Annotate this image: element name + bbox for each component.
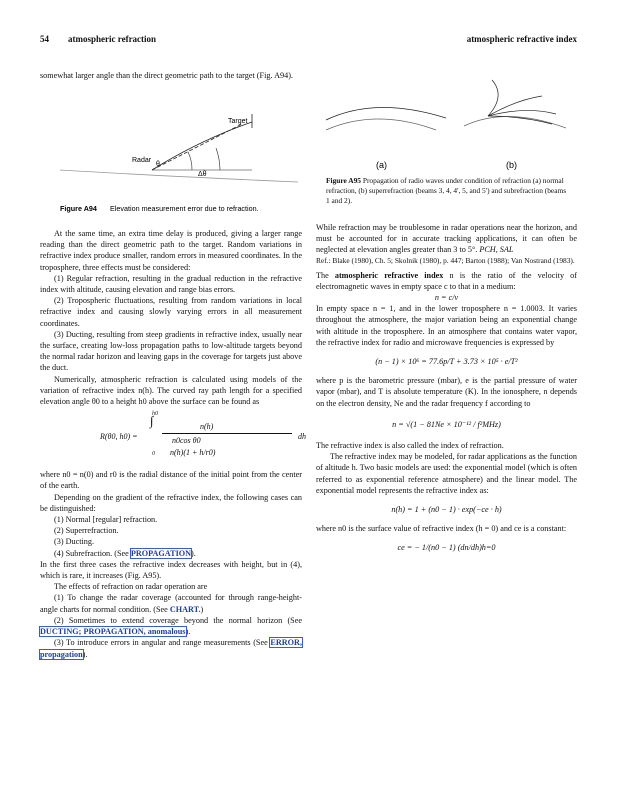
error-propagation-link[interactable]: ERROR, propagation — [40, 638, 302, 659]
right-column — [316, 222, 577, 562]
effect-item — [40, 615, 302, 637]
effect-item — [40, 637, 302, 659]
paragraph: where p is the barometric pressure (mbar), e is the partial pressure of water vapor (mbar), and T is absolute temperature (K). In the ionosphere, n depends on the electron density, Ne and the radar frequency f according to — [316, 376, 577, 408]
paragraph: where n0 is the surface value of refractive index (h = 0) and ce is a constant: — [316, 524, 567, 534]
references: Ref.: Blake (1980), Ch. 5; Skolnik (1980), p. 447; Barton (1988); Van Nostrand (1983). — [316, 255, 575, 265]
p2-pre: The — [316, 270, 335, 280]
effect1-text: (1) To change the radar coverage (accounted for through range-height-angle charts for normal condition. (See — [40, 593, 302, 614]
figure-a94 — [40, 110, 302, 214]
effect2-text: (2) Sometimes to extend coverage beyond the normal horizon (See — [54, 615, 302, 625]
eq1-upper: h0 — [152, 411, 158, 418]
case4-end: ). — [191, 548, 196, 558]
case-item: (2) Superrefraction. — [54, 526, 119, 536]
left-column — [40, 70, 302, 81]
fig94-caption-number: Figure A94 — [60, 204, 97, 213]
paragraph: where n0 = n(0) and r0 is the radial distance of the initial point from the center of the earth. — [40, 470, 302, 491]
term-atmospheric-refractive-index: atmospheric refractive index — [334, 270, 444, 280]
ducting-propagation-link[interactable]: DUCTING; PROPAGATION, anomalous — [40, 627, 186, 637]
paragraph: In empty space n = 1, and in the lower troposphere n = 1.0003. It varies throughout the atmosphere, the major variation being an exponential change with altitude in the troposphere. In an atmosphere that contains water vapor, the refractive index for radio and microwave frequencies is expressed by — [316, 304, 577, 347]
page-number: 54 — [40, 34, 49, 44]
eq1-inner-num: n0cos θ0 — [172, 436, 201, 446]
p1-text: While refraction may be troublesome in radar operations near the horizon, and must be accounted for in accurate tracking applications, it can often be neglected at elevation angles greater than 3 to 5°. — [316, 223, 577, 255]
effect-item — [40, 592, 302, 614]
p2-post: n is the ratio of the velocity of electromagnetic waves in empty space c to that in a medium: — [316, 270, 577, 291]
effect2-end: ). — [185, 627, 191, 637]
paragraph: Numerically, atmospheric refraction is calculated using models of the variation of refractive index n(h). The curved ray path length for a specified elevation angle θ0 to a height h0 above the surface can be found as — [40, 374, 302, 407]
eq1-inner-den: n(h)(1 + h/r0) — [170, 448, 216, 458]
eq1-lhs: R(θ0, h0) = — [100, 432, 138, 442]
paragraph: (3) Ducting, resulting from steep gradients in refractive index, usually near the surface, creating low-loss propagation paths to low-altitude targets beyond the normal radar horizon and leaving gaps in the coverage for targets just above the duct. — [40, 329, 302, 373]
paragraph: (1) Regular refraction, resulting in the gradual reduction in the refractive index with altitude, causing elevation and range bias errors. — [40, 273, 302, 295]
case4-text: (4) Subrefraction. (See — [54, 548, 131, 558]
running-header — [40, 34, 577, 48]
fig95-caption-text: Propagation of radio waves under condition of refraction (a) normal refraction, (b) superrefraction (beams 3, 4, 4', 5, and 5') and subrefraction (beams 1 and 2). — [326, 176, 567, 205]
case-item — [40, 548, 302, 559]
effect1-end: ) — [200, 604, 204, 614]
effect3-text: (3) To introduce errors in angular and range measurements (See — [54, 638, 271, 648]
paragraph: The effects of refraction on radar operation are — [54, 582, 208, 592]
case-item: (3) Ducting. — [54, 537, 95, 547]
equation-refractivity: (n − 1) × 10⁶ = 77.6p/T + 3.73 × 10⁵ · e/T² — [375, 357, 518, 367]
target-label: Target — [228, 118, 248, 125]
paragraph: The refractive index may be modeled, for radar applications as the function of altitude h. Two basic models are used: the exponential model (which is often referred to as exponential reference atmosphere) and the linear model. The exponential model represents the refractive index as: — [316, 452, 577, 495]
equation-range: R(θ0, h0) = ∫ h0 0 n(h) n0cos θ0 n(h)(1 + h/r0) dh — [100, 409, 302, 467]
equation-n: n = c/v — [434, 293, 459, 303]
paragraph: Depending on the gradient of the refractive index, the following cases can be distinguished: — [40, 492, 302, 513]
right-running-title: atmospheric refractive index — [466, 34, 577, 44]
case-item: (1) Normal [regular] refraction. — [54, 515, 158, 525]
paragraph: (2) Tropospheric fluctuations, resulting from random variations in local refractive index and causing slowly varying errors in all measurement coordinates. — [40, 296, 302, 328]
delta-theta-label: Δθ — [198, 171, 207, 178]
left-running-title: atmospheric refraction — [68, 34, 157, 44]
theta-label: θ — [156, 161, 160, 168]
effect3-end: ). — [82, 649, 88, 659]
paragraph: At the same time, an extra time delay is produced, giving a larger range reading than the direct geometric path to the target. Random variations in refractive index produce smaller, random errors in measured coordinates. In the troposphere, three effects must be considered: — [40, 229, 302, 272]
eq1-dh: dh — [298, 432, 306, 442]
fig95-caption-number: Figure A95 — [326, 176, 361, 185]
fig94-caption-text: Elevation measurement error due to refraction. — [110, 204, 259, 213]
equation-ionosphere: n = √(1 − 81Ne × 10⁻¹² / f²MHz) — [392, 419, 501, 429]
left-column-body — [40, 228, 306, 660]
chart-link[interactable]: CHART. — [169, 604, 201, 614]
fig95-a-label: (a) — [376, 160, 387, 170]
equation-ce: ce = − 1/(n0 − 1) (dn/dh)h=0 — [397, 543, 496, 553]
propagation-link[interactable]: PROPAGATION — [130, 548, 192, 558]
paragraph: In the first three cases the refractive index decreases with height, but in (4), which is rare, it increases (Fig. A95). — [40, 559, 302, 581]
eq1-numer: n(h) — [200, 422, 214, 432]
equation-exponential: n(h) = 1 + (n0 − 1) · exp(−ce · h) — [391, 505, 502, 515]
paragraph — [316, 222, 577, 256]
eq1-lower: 0 — [152, 451, 155, 458]
intro-paragraph: somewhat larger angle than the direct geometric path to the target (Fig. A94). — [40, 71, 293, 80]
fig95-caption — [326, 176, 570, 206]
author-initials: PCH, SAL — [479, 245, 514, 255]
radar-label: Radar — [132, 157, 152, 164]
paragraph — [316, 270, 577, 292]
fig95-b-label: (b) — [506, 160, 517, 170]
paragraph: The refractive index is also called the index of refraction. — [316, 441, 504, 451]
